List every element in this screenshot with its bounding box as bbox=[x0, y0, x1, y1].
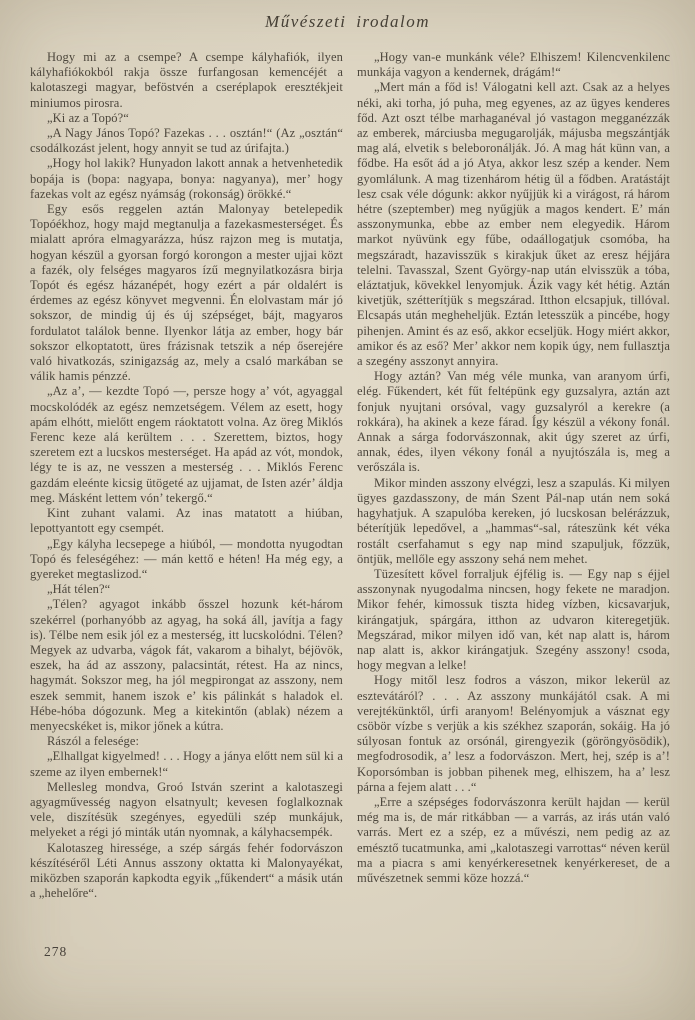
paragraph: Mellesleg mondva, Groó István szerint a kalotaszegi agyagművesség nagyon elsatnyult; kevesen foglalkoznak vele, diszítésük szegényes, egyedüli szép munkájuk, melyeket a régi jó minták után nyomnak, a kályhacsempék. bbox=[30, 779, 343, 840]
page-number: 278 bbox=[44, 944, 68, 959]
paragraph: „Télen? agyagot inkább ősszel hozunk két-három szekérrel (porhanyóbb az agyag, ha soká áll, javítja a fagy is). Télbe nem esik jól ez a mesterség, itt lucskolódni. Télen? Megyek az udvarba, vágok fát, vakarom a bihalyt, béjövök, eszek, ha ád az asszony, palacsintát, rétest. Ha az nincs, hagymát. Sokszor meg, ha jól megpirongat az asszony, nem eszek semmit, hanem iszok e’ kis pálinkát s haladok el. Hébe-hóba dógozunk. Meg a kitekintőn (ablak) nézem a menyecskéket is, mikor jőnek a kútra. bbox=[30, 597, 343, 733]
page-title: Művészeti irodalom bbox=[265, 12, 430, 31]
paragraph: „Hogy hol lakik? Hunyadon lakott annak a hetvenhetedik bopája is (bopa: nagyapa, bonya: nagyanya), mer’ hogy fazekas volt az egész nyámság (rokonság) örökké.“ bbox=[30, 156, 343, 201]
paragraph: „Egy kályha lecsepege a hiúból, — mondotta nyugodtan Topó és feleségéhez: — mán kettő e héten! Ha még egy, a gyereket megtaslizod.“ bbox=[30, 536, 343, 581]
paragraph: Hogy aztán? Van még véle munka, van aranyom úrfi, elég. Fűkendert, két fűt feltépünk egy guzsalyra, aztán azt fonjuk nyujtani orsóval, vagy guzsalyról a kerekre (a rokkára), ha akinek a keze fárad. Így készül a vékony fonál. Annak a sárga fodorvászonnak, akit úgy szeret az úrfi, annak, édes, ilyen vékony fonál a nyujtószála is, meg a verőszála is. bbox=[357, 369, 670, 475]
paragraph: Kalotaszeg hiressége, a szép sárgás fehér fodorvászon készítéséről Léti Annus asszony oktatta ki Malonyayékat, miközben szaporán kapkodta egyik „fűkendert“ a másik után a „hehelőre“. bbox=[30, 840, 343, 901]
paragraph: „Ki az a Topó?“ bbox=[47, 110, 129, 125]
paragraph: „Erre a szépséges fodorvászonra került hajdan — kerül még ma is, de már ritkábban — a varrás, az irás után való varrás. Mert ez a szép, ez a művészi, nem pedig az az emésztő tucatmunka, ami „kalotaszegi varrottas“ néven kerül ma a piacra s ami kenyérkeresetnek kenyérkereset, de a művészetnek semmi köze hozzá.“ bbox=[357, 794, 670, 885]
text-columns bbox=[30, 50, 670, 901]
right-column bbox=[357, 50, 670, 901]
paragraph: „Az a’, — kezdte Topó —, persze hogy a’ vót, agyaggal mocskolódék az egész nemzetségem. Vélem az esett, hogy apám elhótt, mielőtt engem ráoktatott volna. Az öreg Miklós Ferenc keze alá kerültem . . . Szerettem, biztos, hogy szeretem ezt a lucskos mesterséget. Ha apád az vót, mondok, légy te is az, ne vesszen a mesterség . . . Miklós Ferenc gazdám eleénte kicsig ütögeté az ujjamat, de Isten azér’ áldja meg. Másként lettem vón’ tekergő.“ bbox=[30, 384, 343, 505]
paragraph: Rászól a felesége: bbox=[47, 734, 140, 749]
paragraph: Mikor minden asszony elvégzi, lesz a szapulás. Ki milyen ügyes gazdasszony, de mán Szent Pál-nap után nem soká hagyhatjuk. A szapulóba kereken, jó lucskosan belérázzuk, béterítjük lepedővel, a „hammas“-sal, ráteszünk két véka rostált cserfahamut s egy nap mind szapuljuk, főzzük, öntjük, mellőle egy asszony sehá nem mehet. bbox=[357, 475, 670, 566]
paragraph: „Hát télen?“ bbox=[47, 582, 111, 597]
paragraph: „Mert mán a főd is! Válogatni kell azt. Csak az a helyes néki, aki torha, jó puha, meg egyenes, az az ügyes kenderes főd. Azt oszt télbe marhaganéval jó vastagon megganézzák az emberek, márciusba megugarolják, májusba megszántják mag alá, elvetik s beleboronálják. Jó. A mag hát künn van, a fődbe. Ha esőt ád a jó Atya, akkor lesz szép a kender. Nem gyomlálunk. A mag tizenhárom hétig ül a fődben. Aratástájt lesz csak véle dógunk: akkor nyűjjük ki a virágost, rá három hétre (szeptember) meg nyűgjük a magos kendert. E’ mán asszonymunka, ebbe az ember nem elegyedik. Három markot nyüvünk egy fűbe, odaállogatjuk csomóba, ha megszáradt, hazavisszük s kirakjuk űket az eresz héjjára telelni. Tavasszal, Szent György-nap után elvisszük a tóba, eláztatjuk, kövekkel lenyomjuk. Ázik vagy két hétig. Aztán kivetjük, szétterítjük s megszárad. Itthon elcsapjuk, tillóval. Elcsapás után megheheljük. Eztán letesszük a pincébe, hogy pihenjen. Amint és az eső, akkor ecseljük. Hogy miért akkor, amikor és az eső? Mer’ akkor nem kopik úgy, nem fullasztja a szegény asszonyt annyira. bbox=[357, 80, 670, 369]
paragraph: Kint zuhant valami. Az inas matatott a hiúban, lepottyantott egy csempét. bbox=[30, 506, 343, 536]
left-column bbox=[30, 50, 343, 901]
paragraph: Egy esős reggelen aztán Malonyay betelepedik Topóékhoz, hogy majd megtanulja a fazekasmesterséget. És mialatt apróra elmagyarázza, húsz rajzon meg is mutatja, hogyan készül a gyorsan forgó korongon a mester ujjai közt a fazék, oly felséges magyaros ízű megnyilatkozásra birja Topót és egész házanépét, hogy ezért a pár oldalért is érdemes az egész könyvet megvenni. Én elolvastam már jó sokszor, de mindig új és új szépséget, bájt, magyaros fordulatot találok benne. Ilyenkor látja az ember, hogy bár sokszor elkoptatott, üres frázisnak tetszik a nép őserejére való hivatkozás, szinigazság az, mely a csaló markában se válik hamis pénzzé. bbox=[30, 202, 343, 384]
paragraph: „Elhallgat kigyelmed! . . . Hogy a jánya előtt nem sül ki a szeme az ilyen embernek!“ bbox=[30, 749, 343, 779]
paragraph: Hogy mitől lesz fodros a vászon, mikor lekerül az esztevátáról? . . . Az asszony munkájától csak. A mi verejtékünktől, úrfi aranyom! Belényomjuk a vásznat egy csöbör vízbe s verjük a kis székhez szaporán, sokáig. Ha jó súlyosan fontuk az orsónál, girengyezik (göröngyösödik), megfodrosodik, a’ lesz a fodorvászon. Mert, hej, szép is a’! Koporsómban is jobban pihenek meg, elhiszem, ha a’ lesz párna a fejem alatt . . .“ bbox=[357, 673, 670, 794]
paragraph: Hogy mi az a csempe? A csempe kályhafiók, ilyen kályhafiókokból rakja össze furfangosan kemencéjét a kalotaszegi magyar, beföstvén a cseréplapok eresztékjeit miniumos pirosra. bbox=[30, 50, 343, 110]
paragraph: „A Nagy János Topó? Fazekas . . . osztán!“ (Az „osztán“ csodálkozást jelent, hogy annyit se tud az úrifajta.) bbox=[30, 126, 343, 156]
paragraph: Tüzesített kővel forraljuk éjfélig is. — Egy nap s éjjel asszonynak nyugodalma nincsen, hogy fekete ne maradjon. Mikor fehér, kimossuk tiszta hideg vízben, kicsavarjuk, kirángatjuk, spárgára, itthon az udvaron kiteregetjük. Megszárad, mikor milyen idő van, két nap alatt is, három nap alatt is, akkor kirángatjuk. Szegény asszony! csoda, hogy megvan a lelke! bbox=[357, 566, 670, 673]
paragraph: „Hogy van-e munkánk véle? Elhiszem! Kilencvenkilenc munkája vagyon a kendernek, drágám!“ bbox=[357, 50, 670, 80]
